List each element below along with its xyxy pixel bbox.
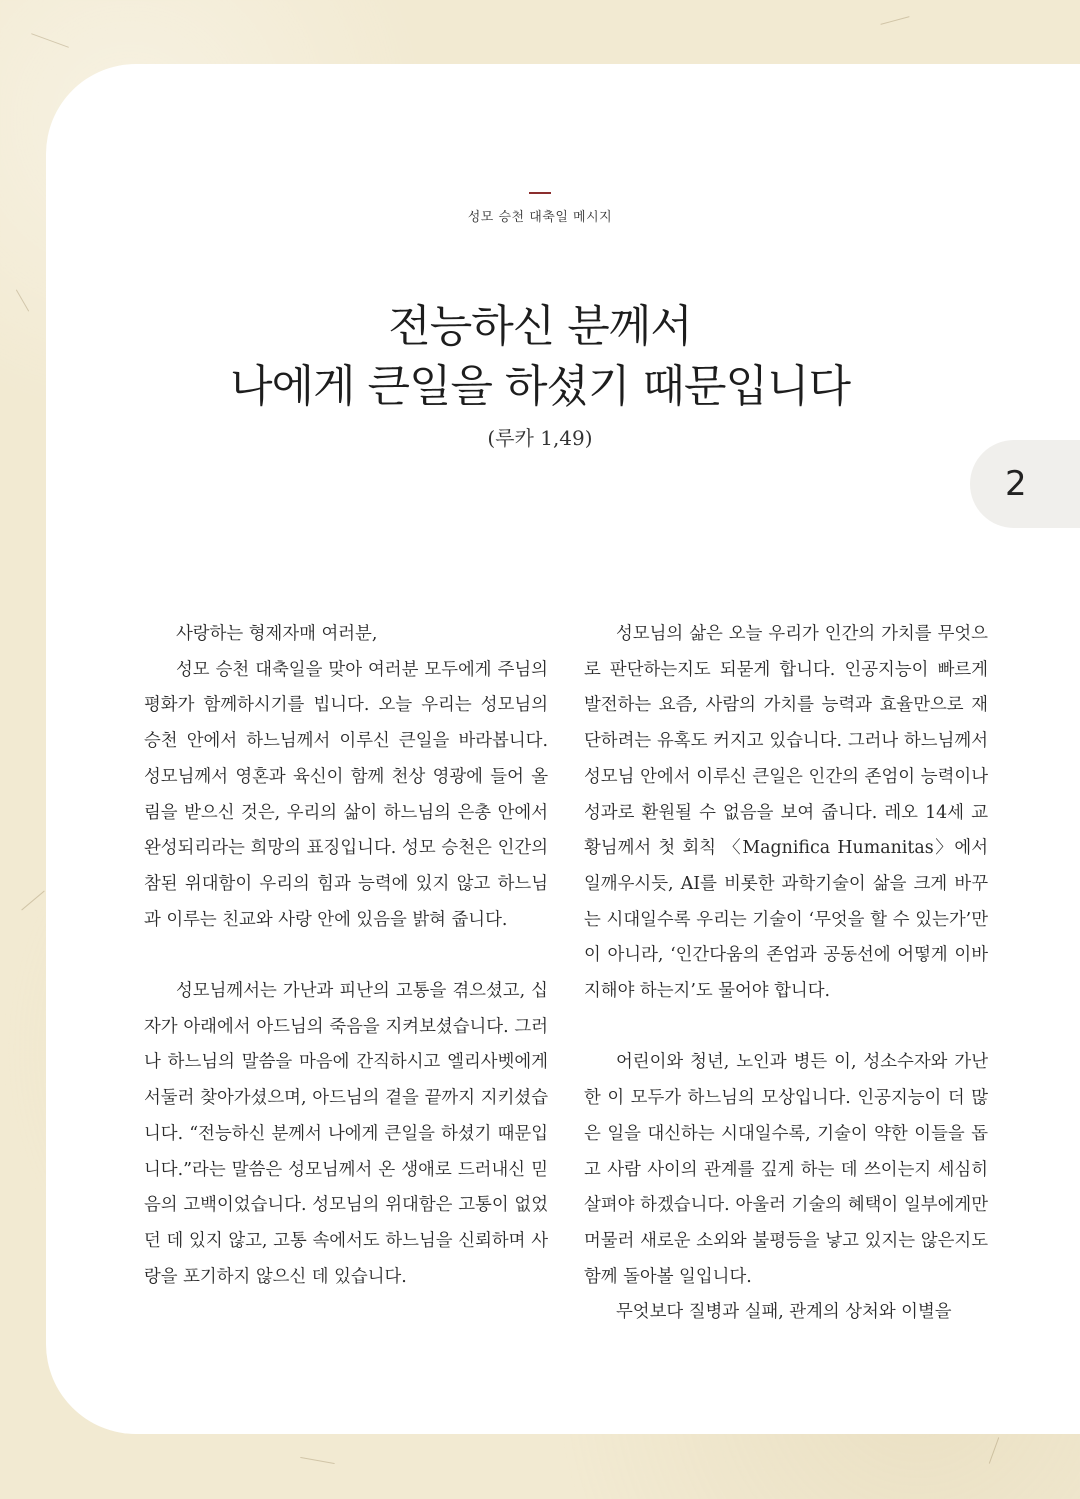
paper-fiber [31,33,69,48]
paper-fiber [21,890,45,910]
paragraph: 성모 승천 대축일을 맞아 여러분 모두에게 주님의 평화가 함께하시기를 빕니다. 오늘 우리는 성모님의 승천 안에서 하느님께서 이루신 큰일을 바라봅니다. 성모님께서 영혼과 육신이 함께 천상 영광에 들어 올림을 받으신 것은, 우리의 삶이 하느님의 은총 안에서 완성되리라는 희망의 표징입니다. 성모 승천은 인간의 참된 위대함이 우리의 힘과 능력에 있지 않고 하느님과 이루는 친교와 사랑 안에 있음을 밝혀 줍니다. [144,659,548,930]
paper-fiber [989,1437,1000,1464]
right-text-column [584,617,988,1331]
header-accent-rule [529,192,551,194]
page-title-line-1: 전능하신 분께서 [388,301,692,352]
section-label: 성모 승천 대축일 메시지 [467,210,613,225]
scripture-citation: (루카 1,49) [487,426,593,450]
paragraph: 무엇보다 질병과 실패, 관계의 상처와 이별을 [616,1302,952,1323]
paragraph: 어린이와 청년, 노인과 병든 이, 성소수자와 가난한 이 모두가 하느님의 모상입니다. 인공지능이 더 많은 일을 대신하는 시대일수록, 기술이 약한 이들을 돕고 사람 사이의 관계를 깊게 하는 데 쓰이는지 세심히 살펴야 하겠습니다. 아울러 기술의 혜택이 일부에게만 머물러 새로운 소외와 불평등을 낳고 있지는 않은지도 함께 돌아볼 일입니다. [584,1052,988,1287]
page-number: 2 [1005,464,1027,504]
left-text-column [144,617,548,1295]
page-title-line-2: 나에게 큰일을 하셨기 때문입니다 [229,361,850,412]
paragraph: 사랑하는 형제자매 여러분, [176,624,378,644]
paper-fiber [880,16,909,25]
paper-fiber [300,1457,335,1464]
paragraph: 성모님의 삶은 오늘 우리가 인간의 가치를 무엇으로 판단하는지도 되묻게 합니다. 인공지능이 빠르게 발전하는 요즘, 사람의 가치를 능력과 효율만으로 재단하려는 유혹도 커지고 있습니다. 그러나 하느님께서 성모님 안에서 이루신 큰일은 인간의 존엄이 능력이나 성과로 환원될 수 없음을 보여 줍니다. 레오 14세 교황님께서 첫 회칙 〈Magnifica Humanitas〉에서 일깨우시듯, AI를 비롯한 과학기술이 삶을 크게 바꾸는 시대일수록 우리는 기술이 ‘무엇을 할 수 있는가’만이 아니라, ‘인간다움의 존엄과 공동선에 어떻게 이바지해야 하는지’도 물어야 합니다. [584,624,988,1002]
paragraph: 성모님께서는 가난과 피난의 고통을 겪으셨고, 십자가 아래에서 아드님의 죽음을 지켜보셨습니다. 그러나 하느님의 말씀을 마음에 간직하시고 엘리사벳에게 서둘러 찾아가셨으며, 아드님의 곁을 끝까지 지키셨습니다. “전능하신 분께서 나에게 큰일을 하셨기 때문입니다.”라는 말씀은 성모님께서 온 생애로 드러내신 믿음의 고백이었습니다. 성모님의 위대함은 고통이 없었던 데 있지 않고, 고통 속에서도 하느님을 신뢰하며 사랑을 포기하지 않으신 데 있습니다. [144,981,548,1287]
